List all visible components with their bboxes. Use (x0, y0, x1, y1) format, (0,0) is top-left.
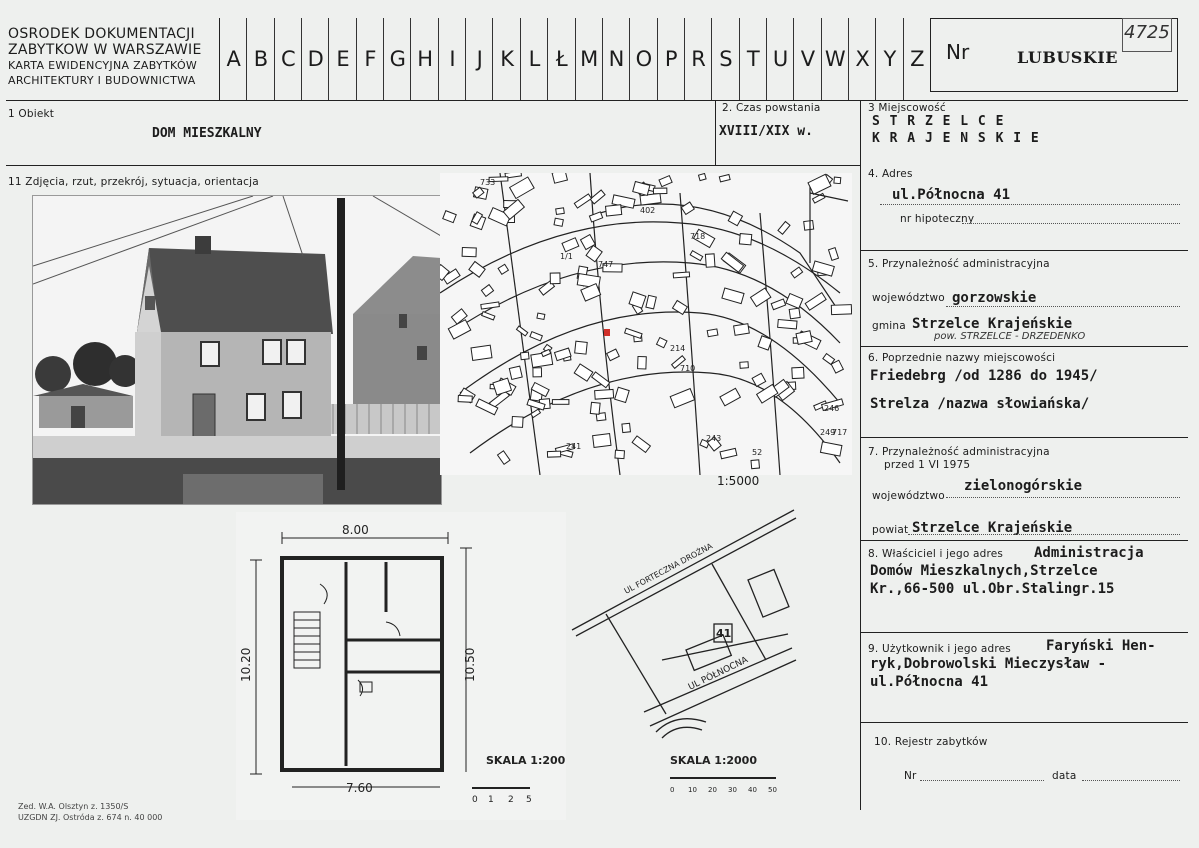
map-parcel-number: 214 (670, 344, 686, 353)
site-scale-label: SKALA 1:2000 (670, 754, 757, 767)
map-parcel-number: 1/1 (560, 252, 573, 261)
alphabet-letter: E (328, 18, 356, 100)
alphabet-letter: I (438, 18, 466, 100)
owner-line-1: Administracja (1034, 545, 1144, 561)
field-8-label: 8. Właściciel i jego adres (868, 548, 1004, 560)
site-plan (566, 500, 806, 800)
plan-width-top: 8.00 (342, 523, 369, 537)
field-5-voivodeship-label: województwo (872, 292, 945, 304)
former-voivodeship-value: zielonogórskie (964, 478, 1083, 494)
map-building (739, 234, 751, 245)
nr-label: Nr (946, 40, 970, 64)
floor-plan (236, 512, 566, 820)
field-3-label: 3 Miejscowość (868, 102, 946, 114)
map-parcel-number: 241 (566, 442, 582, 451)
map-building (638, 357, 647, 369)
print-info (18, 801, 162, 823)
handwritten-card-number: 4725 (1124, 22, 1170, 43)
map-building (804, 221, 814, 231)
map-parcel-number: 710 (680, 364, 696, 373)
print-info-line-1: Zed. W.A. Olsztyn z. 1350/S (18, 802, 129, 811)
field-5-commune-label: gmina (872, 320, 906, 332)
owner-line-3: Kr.,66-500 ul.Obr.Stalingr.15 (870, 581, 1115, 597)
map-building (796, 331, 812, 345)
alphabet-letter: N (602, 18, 630, 100)
alphabet-letter: Y (875, 18, 903, 100)
field-11-label: 11 Zdjęcia, rzut, przekrój, sytuacja, orientacja (8, 176, 259, 188)
user-line-1: Faryński Hen- (1046, 638, 1156, 654)
map-building (653, 188, 666, 194)
map-building (521, 352, 530, 360)
alphabet-letter: Z (903, 18, 931, 100)
institution-line-2: ZABYTKOW W WARSZAWIE (8, 42, 202, 58)
alphabet-letter: U (766, 18, 794, 100)
user-line-3: ul.Północna 41 (870, 674, 989, 690)
plan-scale-tick-3: 5 (526, 795, 532, 805)
commune-handwritten-note: pow. STRZELCE - DRZEDENKO (934, 331, 1086, 342)
map-building (831, 305, 851, 315)
map-building (595, 389, 614, 399)
field-7-county-label: powiat (872, 524, 909, 536)
site-scale-tick-2: 20 (708, 786, 717, 794)
map-building (778, 320, 797, 329)
site-scale-tick-5: 50 (768, 786, 777, 794)
alphabet-letter: D (301, 18, 329, 100)
map-building (552, 400, 569, 405)
site-scale-tick-0: 0 (670, 786, 675, 794)
map-building (789, 308, 800, 319)
user-line-2: ryk,Dobrowolski Mieczysław - (870, 656, 1107, 672)
map-parcel-number: 718 (690, 232, 706, 241)
map-building (590, 402, 600, 414)
institution-line-4: ARCHITEKTURY I BUDOWNICTWA (8, 74, 196, 87)
street-label-forteczna: UL FORTECZNA DROŻNA (622, 541, 715, 596)
map-parcel-number: 243 (706, 434, 722, 443)
owner-line-2: Domów Mieszkalnych,Strzelce (870, 563, 1098, 579)
field-9-label: 9. Użytkownik i jego adres (868, 643, 1011, 655)
alphabet-letter: S (711, 18, 739, 100)
print-info-line-2: UZGDN ZJ. Ostróda z. 674 n. 40 000 (18, 813, 163, 822)
map-building (556, 208, 565, 215)
plan-scale-tick-1: 1 (488, 795, 494, 805)
alphabet-letter: P (657, 18, 685, 100)
object-name: DOM MIESZKALNY (152, 126, 262, 141)
map-building (575, 341, 588, 354)
address-value: ul.Północna 41 (892, 187, 1011, 203)
plan-scale-tick-2: 2 (508, 795, 514, 805)
alphabet-letter: G (383, 18, 411, 100)
map-building (550, 273, 560, 284)
field-7-label-2: przed 1 VI 1975 (884, 459, 971, 471)
field-4-label: 4. Adres (868, 168, 913, 180)
former-name-2: Strelza /nazwa słowiańska/ (870, 396, 1090, 412)
field-7-label-1: 7. Przynależność administracyjna (868, 446, 1050, 458)
former-county-value: Strzelce Krajeńskie (912, 520, 1073, 536)
map-building (471, 345, 492, 360)
alphabet-letter: L (520, 18, 548, 100)
plan-height-right: 10.50 (463, 647, 477, 682)
field-7-voivodeship-label: województwo (872, 490, 945, 502)
plan-height-left: 10.20 (239, 647, 253, 682)
region-name: LUBUSKIE (1017, 48, 1118, 67)
alphabet-letter: A (219, 18, 247, 100)
map-building (699, 173, 707, 180)
plan-width-bottom: 7.60 (346, 781, 373, 795)
mortgage-number-label: nr hipoteczny (900, 213, 975, 225)
street-label-polnocna: UL PÓŁNOCNA (686, 655, 750, 693)
alphabet-letter: H (410, 18, 438, 100)
map-building (707, 329, 718, 337)
former-name-1: Friedebrg /od 1286 do 1945/ (870, 368, 1098, 384)
institution-line-3: KARTA EWIDENCYJNA ZABYTKÓW (8, 59, 198, 72)
institution-line-1: OSRODEK DOKUMENTACJI (8, 26, 195, 42)
locality-line-2: K R A J E N S K I E (872, 131, 1040, 146)
map-building (533, 368, 542, 377)
map-parcel-number: 402 (640, 206, 656, 215)
map-building (606, 205, 622, 216)
field-5-label: 5. Przynależność administracyjna (868, 258, 1050, 270)
map-parcel-number: 747 (598, 260, 614, 269)
plan-scale-tick-0: 0 (472, 795, 478, 805)
building-photo (32, 195, 442, 505)
alphabet-letter: X (848, 18, 876, 100)
map-building (547, 451, 560, 457)
map-building (593, 434, 611, 448)
site-house-number: 41 (716, 627, 732, 640)
map-parcel-number: 52 (752, 448, 763, 457)
map-building (751, 460, 759, 469)
register-date-label: data (1052, 770, 1077, 782)
map-parcel-number: 249 (820, 428, 836, 437)
alphabet-letter: K (492, 18, 520, 100)
map-building (740, 362, 749, 369)
map-building (734, 324, 750, 336)
map-building (458, 395, 472, 402)
field-10-label: 10. Rejestr zabytków (874, 736, 988, 748)
alphabet-letter: C (274, 18, 302, 100)
locality-line-1: S T R Z E L C E (872, 114, 1005, 129)
institution-name (8, 26, 202, 88)
alphabet-letter: B (246, 18, 274, 100)
alphabet-letter: O (629, 18, 657, 100)
city-map (440, 173, 852, 475)
map-building (537, 313, 545, 319)
commune-value: Strzelce Krajeńskie (912, 316, 1073, 332)
plan-scale-label: SKALA 1:200 (486, 754, 566, 767)
register-number-label: Nr (904, 770, 917, 782)
alphabet-letter: F (356, 18, 384, 100)
site-scale-tick-3: 30 (728, 786, 737, 794)
map-building (509, 366, 522, 379)
map-building (512, 417, 523, 428)
map-building (705, 254, 715, 267)
map-building (834, 177, 841, 184)
map-building (622, 423, 631, 432)
map-building (462, 248, 476, 257)
field-6-label: 6. Poprzednie nazwy miejscowości (868, 352, 1056, 364)
alphabet-letter: M (575, 18, 603, 100)
alphabet-letter: J (465, 18, 493, 100)
alphabet-letter: V (793, 18, 821, 100)
alphabet-letter: Ł (547, 18, 575, 100)
object-marker (604, 329, 610, 336)
map-building (640, 193, 661, 205)
map-building (792, 367, 804, 378)
map-scale-label: 1:5000 (717, 474, 760, 488)
map-building (615, 450, 625, 458)
map-parcel-number: 246 (824, 404, 840, 413)
field-2-label: 2. Czas powstania (722, 102, 821, 114)
alphabet-letter: W (821, 18, 849, 100)
map-parcel-number: 733 (480, 178, 496, 187)
alphabet-letter: R (684, 18, 712, 100)
site-scale-tick-1: 10 (688, 786, 697, 794)
map-parcel-number: 717 (832, 428, 848, 437)
voivodeship-value: gorzowskie (952, 290, 1037, 306)
map-building (554, 218, 563, 226)
site-scale-tick-4: 40 (748, 786, 757, 794)
construction-period: XVIII/XIX w. (719, 124, 813, 139)
alphabet-letter: T (739, 18, 767, 100)
field-1-label: 1 Obiekt (8, 108, 55, 120)
map-building (673, 272, 689, 278)
